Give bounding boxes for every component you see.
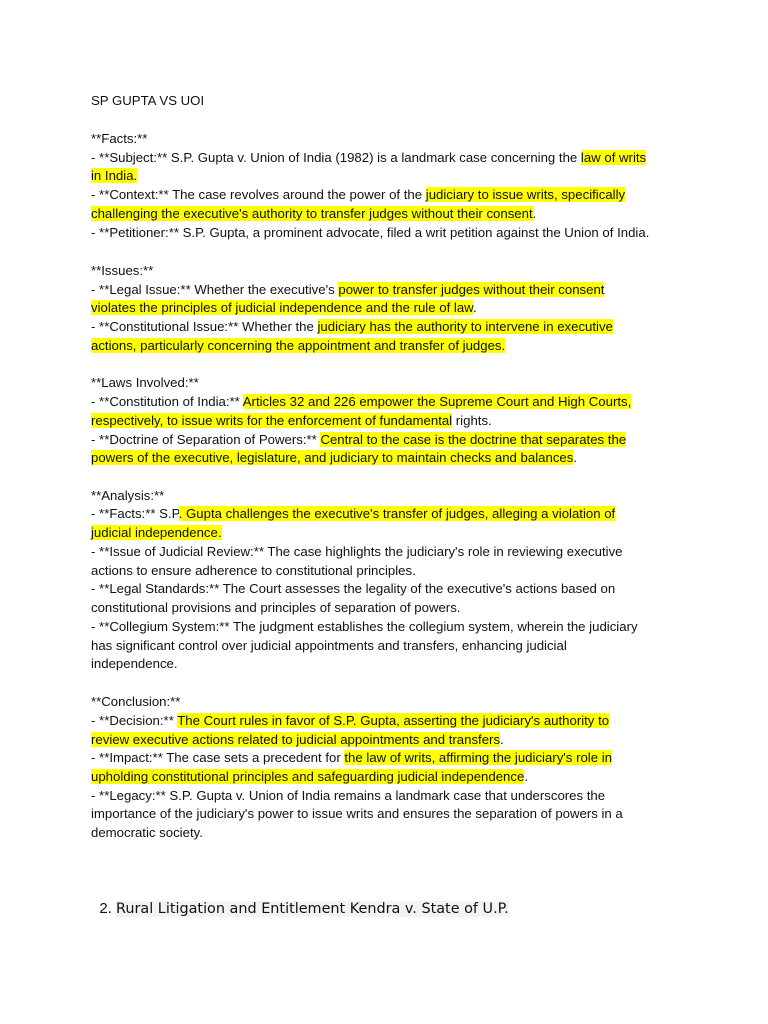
- text-line: [91, 393, 631, 411]
- text-run: - **Facts:** S.P: [91, 506, 179, 521]
- highlighted-text: judicial independence.: [91, 525, 222, 540]
- text-line: [91, 374, 199, 392]
- text-run: **Issues:**: [91, 263, 154, 278]
- highlighted-text: violates the principles of judicial independence and the rule of law: [91, 300, 473, 315]
- text-run: - **Legal Standards:** The Court assesses the legality of the executive's actions based on: [91, 581, 616, 596]
- text-run: democratic society.: [91, 825, 203, 840]
- text-run: rights.: [452, 413, 492, 428]
- text-run: **Laws Involved:**: [91, 375, 199, 390]
- text-run: .: [500, 732, 504, 747]
- text-run: - **Petitioner:** S.P. Gupta, a prominent advocate, filed a writ petition against the Union of India.: [91, 225, 650, 240]
- highlighted-text: Articles 32 and 226 empower the Supreme Court and High Courts,: [242, 394, 632, 409]
- highlighted-text: judiciary to issue writs, specifically: [425, 187, 626, 202]
- text-line: [91, 318, 613, 336]
- text-run: - **Decision:**: [91, 713, 178, 728]
- highlighted-text: judiciary has the authority to intervene in executive: [317, 319, 613, 334]
- text-line: [91, 167, 137, 185]
- text-line: [91, 281, 604, 299]
- highlighted-text: challenging the executive's authority to transfer judges without their consent: [91, 206, 533, 221]
- highlighted-text: The Court rules in favor of S.P. Gupta, asserting the judiciary's authority to: [177, 713, 610, 728]
- text-line: [91, 337, 505, 355]
- text-line: [91, 599, 460, 617]
- text-run: - **Impact:** The case sets a precedent for: [91, 750, 345, 765]
- highlighted-text: law of writs: [580, 150, 647, 165]
- text-run: SP GUPTA VS UOI: [91, 93, 205, 108]
- text-run: importance of the judiciary's power to issue writs and ensures the separation of powers in a: [91, 806, 623, 821]
- text-run: **Conclusion:**: [91, 694, 181, 709]
- text-line: [91, 543, 623, 561]
- text-line: [91, 712, 609, 730]
- text-line: [91, 431, 626, 449]
- text-line: [91, 130, 147, 148]
- text-run: .: [472, 300, 477, 315]
- text-run: - **Legal Issue:** Whether the executive's: [91, 282, 339, 297]
- text-line: [91, 637, 567, 655]
- text-run: **Analysis:**: [91, 488, 165, 503]
- text-line: [91, 449, 577, 467]
- highlighted-text: review executive actions related to judicial appointments and transfers: [91, 732, 501, 747]
- text-line: [91, 731, 504, 749]
- text-run: **Facts:**: [91, 131, 148, 146]
- text-line: [91, 693, 180, 711]
- highlighted-text: Central to the case is the doctrine that separates the: [320, 432, 627, 447]
- text-run: - **Constitutional Issue:** Whether the: [91, 319, 318, 334]
- text-run: .: [532, 206, 537, 221]
- text-line: [91, 224, 649, 242]
- highlighted-text: the law of writs, affirming the judiciary's role in: [344, 750, 612, 765]
- text-line: [91, 92, 204, 110]
- text-run: - **Context:** The case revolves around the power of the: [91, 187, 426, 202]
- text-run: - **Doctrine of Separation of Powers:**: [91, 432, 321, 447]
- highlighted-text: respectively, to issue writs for the enforcement of fundamental: [91, 413, 453, 428]
- text-line: [91, 505, 615, 523]
- highlighted-text: power to transfer judges without their consent: [338, 282, 605, 297]
- text-run: constitutional provisions and principles of separation of powers.: [91, 600, 461, 615]
- text-run: has significant control over judicial appointments and transfers, enhancing judicial: [91, 638, 567, 653]
- text-line: [91, 524, 222, 542]
- highlighted-text: powers of the executive, legislature, and judiciary to maintain checks and balances: [91, 450, 574, 465]
- text-run: .: [573, 450, 578, 465]
- text-run: actions to ensure adherence to constitutional principles.: [91, 563, 416, 578]
- highlighted-text: upholding constitutional principles and safeguarding judicial independence: [91, 769, 525, 784]
- text-run: - **Legacy:** S.P. Gupta v. Union of India remains a landmark case that underscores the: [91, 788, 606, 803]
- text-line: [91, 768, 528, 786]
- text-line: [91, 805, 623, 823]
- highlighted-text: actions, particularly concerning the appointment and transfer of judges.: [91, 338, 506, 353]
- text-line: [91, 186, 625, 204]
- text-line: [91, 618, 638, 636]
- heading-number: 2.: [99, 900, 117, 917]
- text-line: [91, 205, 536, 223]
- next-case-heading: [91, 879, 509, 919]
- highlighted-text: . Gupta challenges the executive's transfer of judges, alleging a violation of: [178, 506, 616, 521]
- text-run: - **Collegium System:** The judgment establishes the collegium system, wherein the judiciary: [91, 619, 638, 634]
- text-run: - **Constitution of India:**: [91, 394, 243, 409]
- text-run: .: [524, 769, 528, 784]
- text-line: [91, 562, 416, 580]
- text-run: - **Issue of Judicial Review:** The case highlights the judiciary's role in reviewing executive: [91, 544, 623, 559]
- text-line: [91, 580, 615, 598]
- text-line: [91, 749, 612, 767]
- text-run: independence.: [91, 656, 178, 671]
- text-line: [91, 487, 164, 505]
- text-line: [91, 412, 492, 430]
- text-line: [91, 149, 646, 167]
- text-line: [91, 299, 477, 317]
- text-line: [91, 262, 153, 280]
- heading-title: Rural Litigation and Entitlement Kendra v. State of U.P.: [116, 901, 509, 917]
- text-run: - **Subject:** S.P. Gupta v. Union of India (1982) is a landmark case concerning the: [91, 150, 581, 165]
- text-line: [91, 824, 203, 842]
- highlighted-text: in India.: [91, 168, 138, 183]
- text-line: [91, 655, 178, 673]
- text-line: [91, 787, 605, 805]
